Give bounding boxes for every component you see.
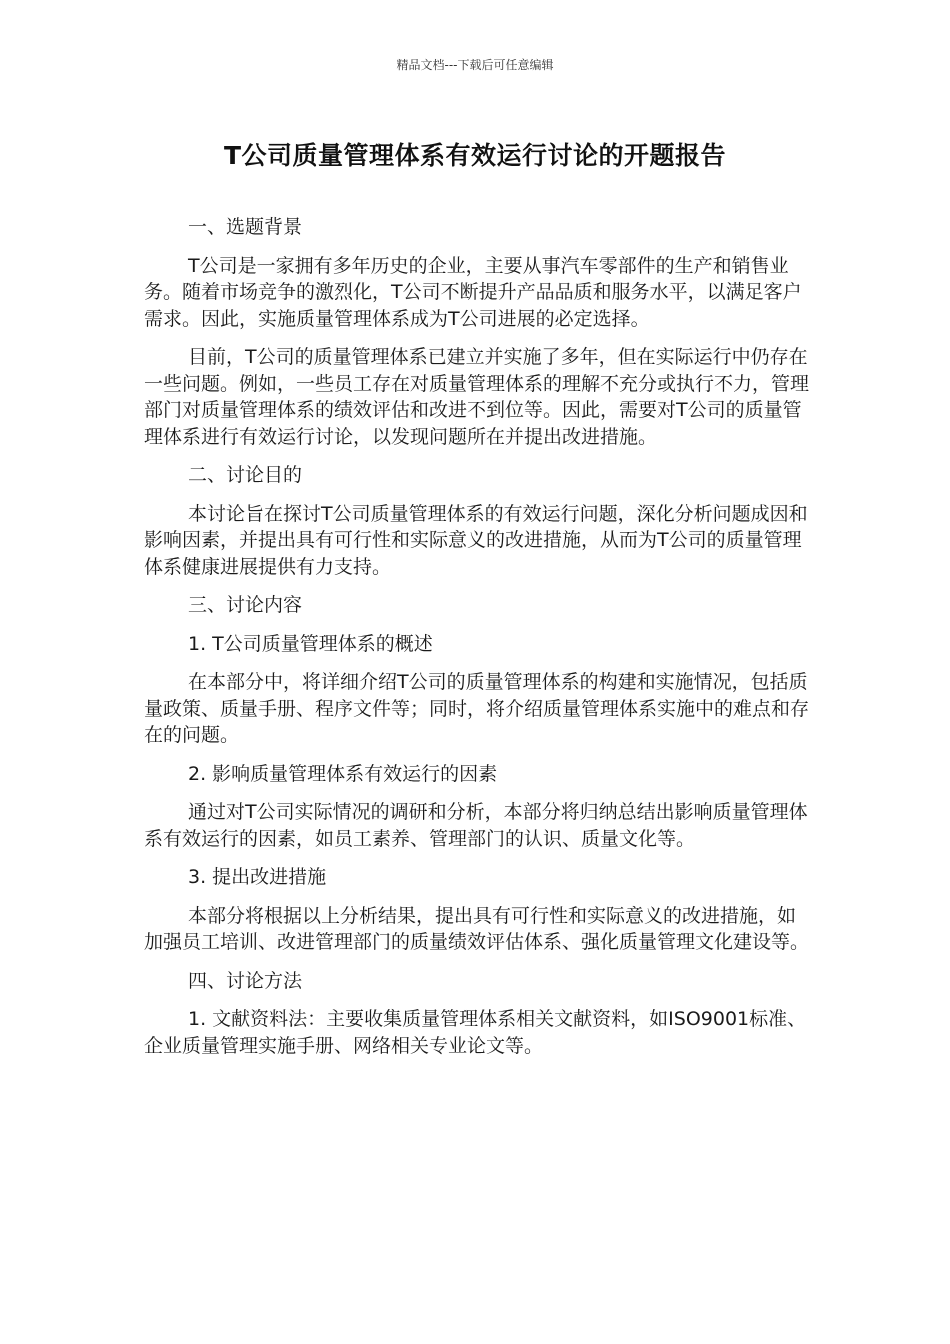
paragraph-improvements: 本部分将根据以上分析结果，提出具有可行性和实际意义的改进措施，如加强员工培训、改进管理部门的质量绩效评估体系、强化质量管理文化建设等。 <box>144 904 810 953</box>
paragraph-background-1: T公司是一家拥有多年历史的企业，主要从事汽车零部件的生产和销售业务。随着市场竞争的激烈化，T公司不断提升产品品质和服务水平，以满足客户需求。因此，实施质量管理体系成为T公司进展的必定选择。 <box>144 254 802 330</box>
paragraph-factors: 通过对T公司实际情况的调研和分析，本部分将归纳总结出影响质量管理体系有效运行的因素，如员工素养、管理部门的认识、质量文化等。 <box>144 801 808 850</box>
page-header: 精品文档---下载后可任意编辑 <box>396 58 554 72</box>
paragraph-background-2: 目前，T公司的质量管理体系已建立并实施了多年，但在实际运行中仍存在一些问题。例如，一些员工存在对质量管理体系的理解不充分或执行不力，管理部门对质量管理体系的绩效评估和改进不到位等。因此，需要对T公司的质量管理体系进行有效运行讨论，以发现问题所在并提出改进措施。 <box>144 346 810 448</box>
subheading-improvements: 3. 提出改进措施 <box>188 866 327 888</box>
paragraph-methods-literature: 1. 文献资料法：主要收集质量管理体系相关文献资料，如ISO9001标准、企业质量管理实施手册、网络相关专业论文等。 <box>144 1008 807 1057</box>
subheading-factors: 2. 影响质量管理体系有效运行的因素 <box>188 762 498 785</box>
document-body <box>144 214 812 1071</box>
section-heading-content: 三、讨论内容 <box>188 594 303 616</box>
paragraph-purpose: 本讨论旨在探讨T公司质量管理体系的有效运行问题，深化分析问题成因和影响因素，并提出具有可行性和实际意义的改进措施，从而为T公司的质量管理体系健康进展提供有力支持。 <box>144 502 808 578</box>
subheading-overview: 1. T公司质量管理体系的概述 <box>188 632 433 655</box>
section-heading-methods: 四、讨论方法 <box>188 969 303 992</box>
paragraph-overview: 在本部分中，将详细介绍T公司的质量管理体系的构建和实施情况，包括质量政策、质量手册、程序文件等；同时，将介绍质量管理体系实施中的难点和存在的问题。 <box>144 671 810 746</box>
section-heading-purpose: 二、讨论目的 <box>188 464 303 486</box>
section-heading-background: 一、选题背景 <box>188 216 303 238</box>
document-title: T公司质量管理体系有效运行讨论的开题报告 <box>223 141 727 170</box>
